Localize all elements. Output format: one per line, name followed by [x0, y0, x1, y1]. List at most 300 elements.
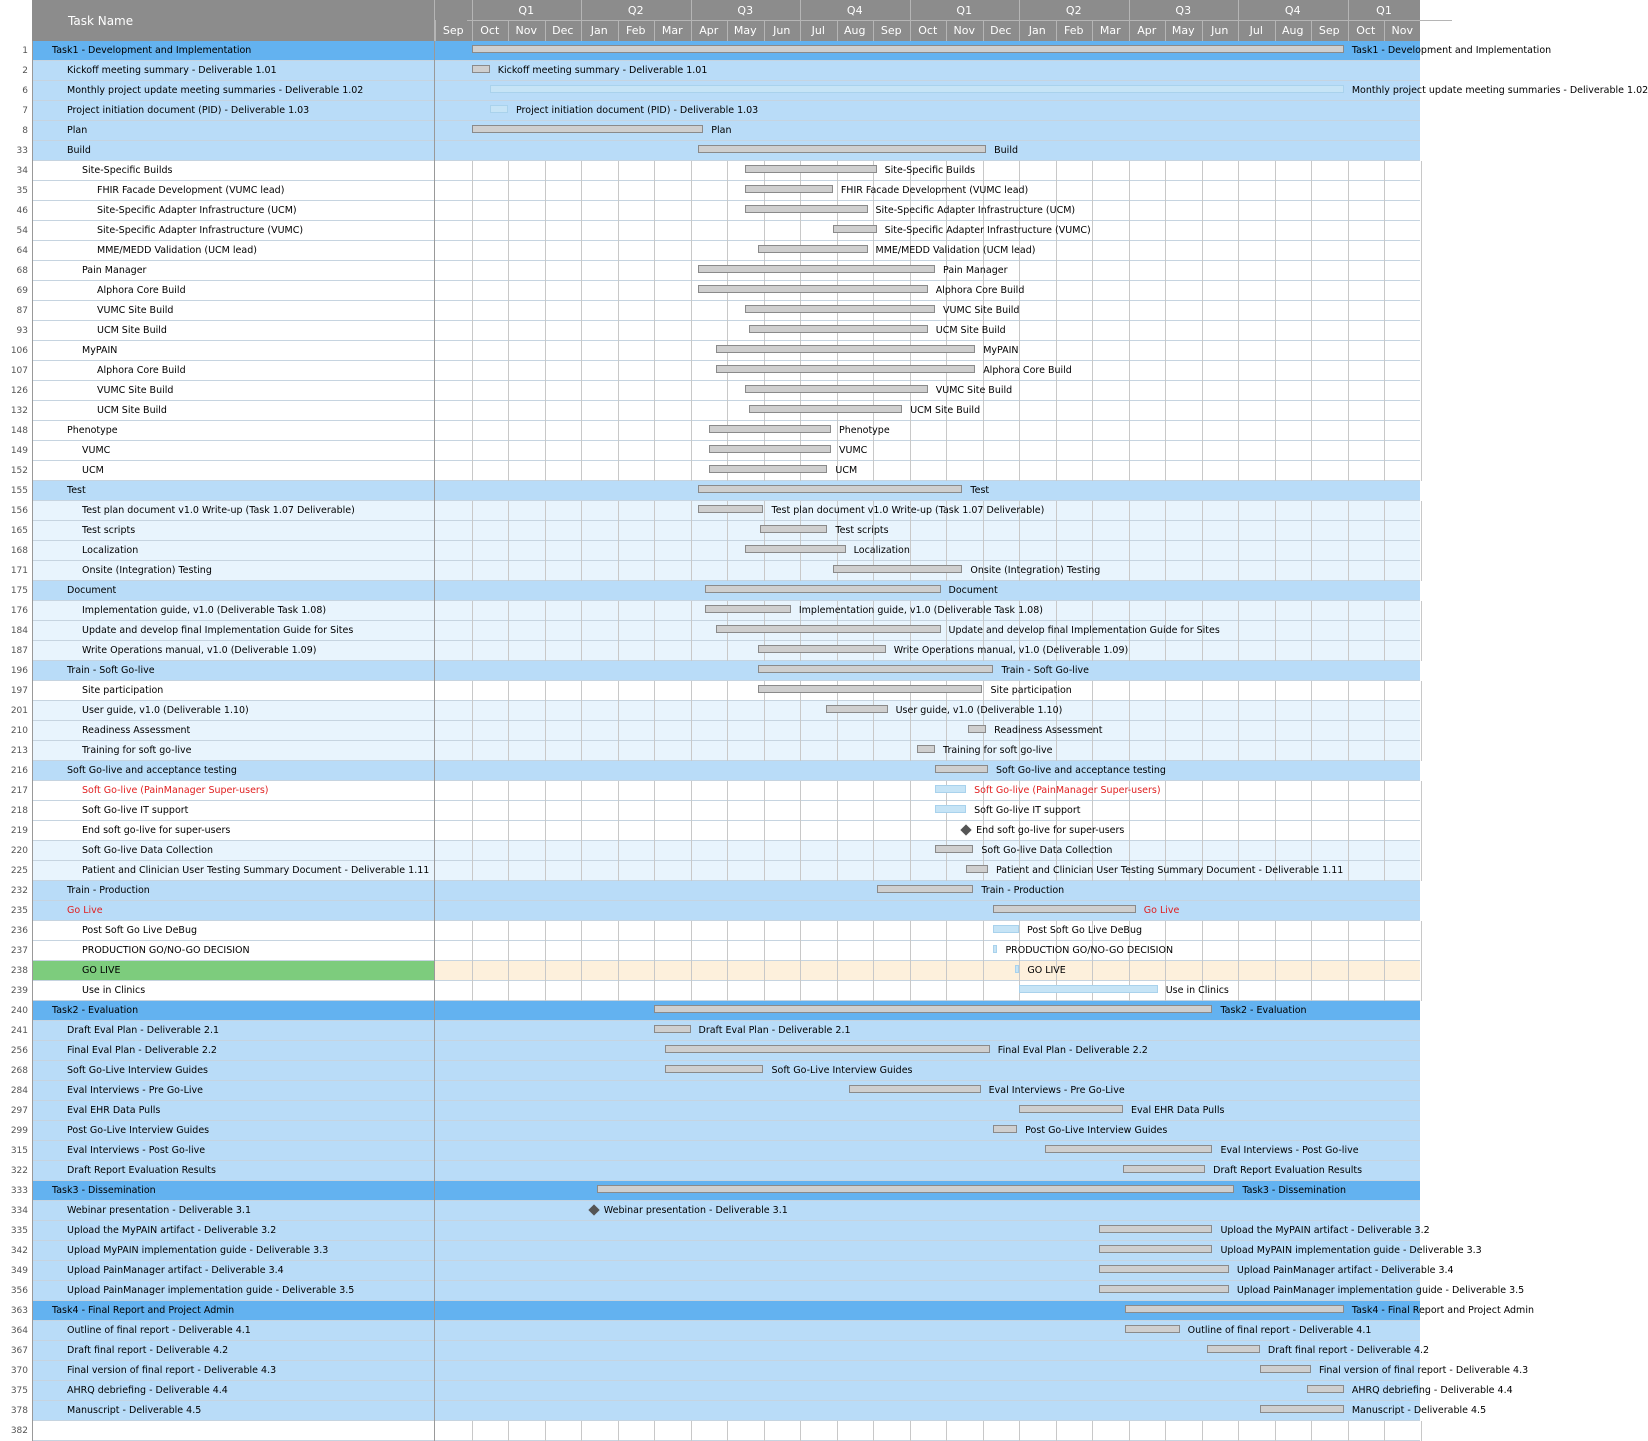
task-name-cell[interactable] [32, 961, 434, 981]
task-row[interactable] [0, 401, 1420, 421]
task-bar[interactable] [833, 225, 877, 233]
task-bar[interactable] [698, 145, 986, 153]
task-name[interactable]: Draft final report - Deliverable 4.2 [67, 1345, 229, 1356]
timeline-cell[interactable] [435, 1361, 1529, 1381]
task-name[interactable]: UCM [82, 465, 104, 476]
task-row[interactable] [0, 1101, 1420, 1121]
task-row[interactable] [0, 721, 1420, 741]
timeline-cell[interactable] [435, 761, 1420, 781]
task-bar[interactable] [935, 805, 966, 813]
task-bar[interactable] [1307, 1385, 1344, 1393]
task-row[interactable] [0, 161, 1420, 181]
task-row[interactable] [0, 1341, 1430, 1361]
task-row[interactable] [0, 261, 1420, 281]
task-bar[interactable] [654, 1005, 1212, 1013]
task-bar[interactable] [698, 265, 935, 273]
milestone-diamond-icon[interactable] [960, 824, 971, 835]
task-name[interactable]: Build [67, 145, 91, 156]
task-row[interactable] [0, 841, 1420, 861]
timeline-cell[interactable] [435, 201, 1420, 221]
task-name[interactable]: Upload the MyPAIN artifact - Deliverable 3.2 [67, 1225, 277, 1236]
task-bar[interactable] [709, 465, 828, 473]
task-row[interactable] [0, 241, 1420, 261]
task-row[interactable] [0, 101, 1420, 121]
task-name[interactable]: Go Live [67, 905, 103, 916]
task-row[interactable] [0, 761, 1420, 781]
task-name[interactable]: Site-Specific Builds [82, 165, 173, 176]
task-name[interactable]: VUMC Site Build [97, 305, 174, 316]
task-name-cell[interactable] [32, 821, 434, 841]
task-bar[interactable] [745, 545, 845, 553]
timeline-cell[interactable] [435, 941, 1420, 961]
task-bar[interactable] [758, 645, 886, 653]
timeline-cell[interactable] [435, 341, 1420, 361]
task-row[interactable] [0, 561, 1420, 581]
task-name-cell[interactable] [32, 381, 434, 401]
task-bar[interactable] [993, 1125, 1017, 1133]
task-name-cell[interactable] [32, 1341, 434, 1361]
timeline-cell[interactable] [435, 741, 1420, 761]
task-bar[interactable] [1125, 1325, 1180, 1333]
task-name[interactable]: Site participation [82, 685, 164, 696]
task-name-cell[interactable] [32, 541, 434, 561]
task-row[interactable] [0, 121, 1420, 141]
task-name-cell[interactable] [32, 1101, 434, 1121]
task-row[interactable] [0, 1261, 1454, 1281]
task-name-cell[interactable] [32, 761, 434, 781]
task-name-cell[interactable] [32, 1421, 434, 1441]
task-name[interactable]: Task3 - Dissemination [52, 1185, 156, 1196]
task-name-cell[interactable] [32, 1141, 434, 1161]
task-name-cell[interactable] [32, 1381, 434, 1401]
task-name[interactable]: VUMC Site Build [97, 385, 174, 396]
task-row[interactable] [0, 901, 1420, 921]
task-name-cell[interactable] [32, 901, 434, 921]
task-name-cell[interactable] [32, 861, 434, 881]
task-name-cell[interactable] [32, 1181, 434, 1201]
task-bar[interactable] [749, 325, 928, 333]
task-name-cell[interactable] [32, 81, 434, 101]
task-bar[interactable] [993, 945, 997, 953]
task-row[interactable] [0, 1021, 1420, 1041]
task-row[interactable] [0, 821, 1420, 841]
task-name[interactable]: Task2 - Evaluation [52, 1005, 139, 1016]
timeline-cell[interactable] [435, 1321, 1420, 1341]
task-name-cell[interactable] [32, 1301, 434, 1321]
task-name-cell[interactable] [32, 61, 434, 81]
timeline-cell[interactable] [435, 1421, 1420, 1441]
task-name[interactable]: Test [67, 485, 86, 496]
task-name[interactable]: Eval Interviews - Post Go-live [67, 1145, 206, 1156]
task-row[interactable] [0, 81, 1648, 101]
task-row[interactable] [0, 541, 1420, 561]
task-bar[interactable] [709, 425, 831, 433]
timeline-cell[interactable] [435, 521, 1420, 541]
task-name-cell[interactable] [32, 161, 434, 181]
timeline-cell[interactable] [435, 1101, 1420, 1121]
task-row[interactable] [0, 781, 1420, 801]
task-bar[interactable] [935, 845, 973, 853]
task-row[interactable] [0, 1421, 1420, 1441]
task-name[interactable]: Upload PainManager artifact - Deliverable 3.4 [67, 1265, 284, 1276]
timeline-cell[interactable] [435, 1401, 1487, 1421]
timeline-cell[interactable] [435, 1021, 1420, 1041]
task-row[interactable] [0, 1361, 1529, 1381]
task-bar[interactable] [665, 1065, 764, 1073]
task-name-cell[interactable] [32, 601, 434, 621]
timeline-cell[interactable] [435, 1001, 1420, 1021]
task-name-cell[interactable] [32, 841, 434, 861]
column-divider[interactable] [434, 41, 435, 1441]
timeline-cell[interactable] [435, 1301, 1534, 1321]
task-row[interactable] [0, 361, 1420, 381]
timeline-cell[interactable] [435, 461, 1420, 481]
task-row[interactable] [0, 601, 1420, 621]
timeline-cell[interactable] [435, 1081, 1420, 1101]
task-row[interactable] [0, 1141, 1420, 1161]
task-name-cell[interactable] [32, 401, 434, 421]
timeline-cell[interactable] [435, 901, 1420, 921]
task-name-cell[interactable] [32, 141, 434, 161]
task-row[interactable] [0, 881, 1420, 901]
task-row[interactable] [0, 1181, 1420, 1201]
task-name-cell[interactable] [32, 981, 434, 1001]
task-name[interactable]: Test scripts [82, 525, 136, 536]
task-name-cell[interactable] [32, 1281, 434, 1301]
timeline-cell[interactable] [435, 441, 1420, 461]
task-name-cell[interactable] [32, 441, 434, 461]
timeline-cell[interactable] [435, 1281, 1525, 1301]
timeline-cell[interactable] [435, 1181, 1420, 1201]
task-name-cell[interactable] [32, 41, 434, 61]
task-bar[interactable] [472, 125, 704, 133]
task-name[interactable]: Soft Go-Live Interview Guides [67, 1065, 209, 1076]
timeline-cell[interactable] [435, 301, 1420, 321]
task-name-cell[interactable] [32, 721, 434, 741]
task-name-cell[interactable] [32, 941, 434, 961]
task-name-cell[interactable] [32, 481, 434, 501]
task-name[interactable]: Implementation guide, v1.0 (Deliverable Task 1.08) [82, 605, 327, 616]
task-name[interactable]: Site-Specific Adapter Infrastructure (UCM) [97, 205, 297, 216]
timeline-cell[interactable] [435, 161, 1420, 181]
timeline-cell[interactable] [435, 1041, 1420, 1061]
task-name-cell[interactable] [32, 1121, 434, 1141]
task-name[interactable]: Test plan document v1.0 Write-up (Task 1.07 Deliverable) [82, 505, 355, 516]
task-name-cell[interactable] [32, 681, 434, 701]
timeline-cell[interactable] [435, 281, 1420, 301]
task-bar[interactable] [490, 85, 1344, 93]
task-name[interactable]: Onsite (Integration) Testing [82, 565, 212, 576]
timeline-cell[interactable] [435, 1121, 1420, 1141]
task-name[interactable]: Alphora Core Build [97, 365, 186, 376]
task-bar[interactable] [1099, 1265, 1229, 1273]
task-bar[interactable] [745, 385, 928, 393]
timeline-cell[interactable] [435, 121, 1420, 141]
task-name[interactable]: Phenotype [67, 425, 118, 436]
task-bar[interactable] [758, 685, 982, 693]
timeline-cell[interactable] [435, 621, 1420, 641]
task-name-cell[interactable] [32, 1001, 434, 1021]
timeline-cell[interactable] [435, 321, 1420, 341]
task-bar[interactable] [709, 445, 831, 453]
task-name-column-header[interactable]: Task Name [68, 14, 134, 28]
task-bar[interactable] [472, 45, 1344, 53]
timeline-cell[interactable] [435, 1221, 1430, 1241]
task-name[interactable]: Plan [67, 125, 88, 136]
task-row[interactable] [0, 521, 1420, 541]
task-row[interactable] [0, 381, 1420, 401]
timeline-cell[interactable] [435, 501, 1420, 521]
task-name[interactable]: Soft Go-live Data Collection [82, 845, 214, 856]
task-row[interactable] [0, 281, 1420, 301]
task-row[interactable] [0, 1221, 1430, 1241]
task-bar[interactable] [833, 565, 963, 573]
task-bar[interactable] [698, 485, 963, 493]
task-name[interactable]: AHRQ debriefing - Deliverable 4.4 [67, 1385, 228, 1396]
task-bar[interactable] [745, 305, 935, 313]
task-name[interactable]: Task4 - Final Report and Project Admin [52, 1305, 235, 1316]
task-name-cell[interactable] [32, 501, 434, 521]
task-bar[interactable] [935, 785, 966, 793]
timeline-cell[interactable] [435, 861, 1420, 881]
task-name[interactable]: Localization [82, 545, 139, 556]
task-name-cell[interactable] [32, 421, 434, 441]
task-name-cell[interactable] [32, 621, 434, 641]
task-bar[interactable] [1045, 1145, 1213, 1153]
task-name-cell[interactable] [32, 1061, 434, 1081]
task-row[interactable] [0, 201, 1420, 221]
task-name[interactable]: Monthly project update meeting summaries - Deliverable 1.02 [67, 85, 364, 96]
task-name[interactable]: Update and develop final Implementation Guide for Sites [82, 625, 354, 636]
task-name[interactable]: Project initiation document (PID) - Deliverable 1.03 [67, 105, 310, 116]
task-name-cell[interactable] [32, 1401, 434, 1421]
task-bar[interactable] [849, 1085, 980, 1093]
task-row[interactable] [0, 61, 1420, 81]
task-bar[interactable] [716, 365, 975, 373]
task-name[interactable]: Soft Go-live (PainManager Super-users) [82, 785, 269, 796]
timeline-cell[interactable] [435, 641, 1420, 661]
task-name[interactable]: Final version of final report - Deliverable 4.3 [67, 1365, 277, 1376]
task-row[interactable] [0, 681, 1420, 701]
task-name[interactable]: Site-Specific Adapter Infrastructure (VUMC) [97, 225, 304, 236]
task-bar[interactable] [968, 725, 986, 733]
task-name-cell[interactable] [32, 801, 434, 821]
task-row[interactable] [0, 1161, 1420, 1181]
task-bar[interactable] [966, 865, 988, 873]
task-row[interactable] [0, 921, 1420, 941]
task-bar[interactable] [472, 65, 490, 73]
task-row[interactable] [0, 341, 1420, 361]
task-row[interactable] [0, 1301, 1534, 1321]
task-bar[interactable] [1019, 985, 1158, 993]
task-name-cell[interactable] [32, 241, 434, 261]
timeline-cell[interactable] [435, 961, 1420, 981]
timeline-cell[interactable] [435, 241, 1420, 261]
task-row[interactable] [0, 41, 1552, 61]
task-name-cell[interactable] [32, 741, 434, 761]
timeline-cell[interactable] [435, 981, 1420, 1001]
task-name[interactable]: Draft Report Evaluation Results [67, 1165, 216, 1176]
timeline-cell[interactable] [435, 1241, 1482, 1261]
task-row[interactable] [0, 741, 1420, 761]
task-name[interactable]: Post Soft Go Live DeBug [82, 925, 198, 936]
timeline-cell[interactable] [435, 1341, 1430, 1361]
task-name-cell[interactable] [32, 1081, 434, 1101]
task-bar[interactable] [935, 765, 988, 773]
task-row[interactable] [0, 421, 1420, 441]
timeline-cell[interactable] [435, 721, 1420, 741]
timeline-cell[interactable] [435, 181, 1420, 201]
task-name-cell[interactable] [32, 1201, 434, 1221]
task-name[interactable]: Upload PainManager implementation guide - Deliverable 3.5 [67, 1285, 355, 1296]
task-row[interactable] [0, 661, 1420, 681]
task-name[interactable]: UCM Site Build [97, 405, 167, 416]
task-name[interactable]: Outline of final report - Deliverable 4.1 [67, 1325, 251, 1336]
timeline-cell[interactable] [435, 561, 1420, 581]
task-row[interactable] [0, 701, 1420, 721]
task-row[interactable] [0, 641, 1420, 661]
task-bar[interactable] [716, 345, 975, 353]
task-name[interactable]: FHIR Facade Development (VUMC lead) [97, 185, 285, 196]
task-name[interactable]: PRODUCTION GO/NO-GO DECISION [82, 945, 250, 956]
task-name-cell[interactable] [32, 641, 434, 661]
task-row[interactable] [0, 1321, 1420, 1341]
task-bar[interactable] [665, 1045, 990, 1053]
task-bar[interactable] [1260, 1365, 1311, 1373]
timeline-cell[interactable] [435, 661, 1420, 681]
task-row[interactable] [0, 861, 1420, 881]
timeline-cell[interactable] [435, 1381, 1513, 1401]
task-name[interactable]: Eval EHR Data Pulls [67, 1105, 161, 1116]
task-name-cell[interactable] [32, 701, 434, 721]
task-name[interactable]: Upload MyPAIN implementation guide - Deliverable 3.3 [67, 1245, 329, 1256]
task-name[interactable]: Eval Interviews - Pre Go-Live [67, 1085, 203, 1096]
timeline-cell[interactable] [435, 781, 1420, 801]
timeline-cell[interactable] [435, 1201, 1420, 1221]
task-bar[interactable] [758, 665, 993, 673]
timeline-cell[interactable] [435, 141, 1420, 161]
timeline-cell[interactable] [435, 481, 1420, 501]
task-bar[interactable] [1019, 1105, 1123, 1113]
task-bar[interactable] [1099, 1285, 1229, 1293]
task-name[interactable]: Post Go-Live Interview Guides [67, 1125, 210, 1136]
task-row[interactable] [0, 1041, 1420, 1061]
task-bar[interactable] [917, 745, 935, 753]
task-name-cell[interactable] [32, 1241, 434, 1261]
task-name-cell[interactable] [32, 1261, 434, 1281]
task-bar[interactable] [826, 705, 888, 713]
task-name-cell[interactable] [32, 921, 434, 941]
milestone-diamond-icon[interactable] [588, 1204, 599, 1215]
task-name[interactable]: VUMC [82, 445, 111, 456]
timeline-cell[interactable] [435, 1161, 1420, 1181]
task-row[interactable] [0, 1081, 1420, 1101]
task-name[interactable]: Task1 - Development and Implementation [52, 45, 252, 56]
task-name-cell[interactable] [32, 321, 434, 341]
task-bar[interactable] [1207, 1345, 1260, 1353]
task-row[interactable] [0, 1121, 1420, 1141]
task-row[interactable] [0, 1381, 1513, 1401]
task-row[interactable] [0, 961, 1420, 981]
task-name[interactable]: Draft Eval Plan - Deliverable 2.1 [67, 1025, 220, 1036]
timeline-cell[interactable] [435, 221, 1420, 241]
task-name[interactable]: Webinar presentation - Deliverable 3.1 [67, 1205, 251, 1216]
task-name[interactable]: Final Eval Plan - Deliverable 2.2 [67, 1045, 217, 1056]
timeline-cell[interactable] [435, 821, 1420, 841]
task-name-cell[interactable] [32, 661, 434, 681]
task-row[interactable] [0, 941, 1420, 961]
task-bar[interactable] [745, 205, 867, 213]
task-bar[interactable] [1099, 1245, 1212, 1253]
timeline-cell[interactable] [435, 801, 1420, 821]
task-name-cell[interactable] [32, 1161, 434, 1181]
task-row[interactable] [0, 1401, 1487, 1421]
task-row[interactable] [0, 501, 1420, 521]
task-name[interactable]: Document [67, 585, 117, 596]
task-name-cell[interactable] [32, 1321, 434, 1341]
task-bar[interactable] [993, 905, 1135, 913]
task-row[interactable] [0, 801, 1420, 821]
timeline-cell[interactable] [435, 681, 1420, 701]
task-row[interactable] [0, 1001, 1420, 1021]
task-name-cell[interactable] [32, 221, 434, 241]
timeline-cell[interactable] [435, 261, 1420, 281]
timeline-cell[interactable] [435, 361, 1420, 381]
task-row[interactable] [0, 321, 1420, 341]
task-row[interactable] [0, 461, 1420, 481]
timeline-cell[interactable] [435, 841, 1420, 861]
task-name[interactable]: MME/MEDD Validation (UCM lead) [97, 245, 257, 256]
timeline-cell[interactable] [435, 701, 1420, 721]
task-name-cell[interactable] [32, 261, 434, 281]
task-name-cell[interactable] [32, 461, 434, 481]
timeline-cell[interactable] [435, 401, 1420, 421]
timeline-cell[interactable] [435, 1261, 1454, 1281]
task-name-cell[interactable] [32, 581, 434, 601]
task-row[interactable] [0, 441, 1420, 461]
task-bar[interactable] [877, 885, 974, 893]
task-row[interactable] [0, 1241, 1482, 1261]
task-name[interactable]: Training for soft go-live [82, 745, 192, 756]
task-name-cell[interactable] [32, 1361, 434, 1381]
task-name-cell[interactable] [32, 881, 434, 901]
task-row[interactable] [0, 1061, 1420, 1081]
timeline-cell[interactable] [435, 601, 1420, 621]
task-row[interactable] [0, 581, 1420, 601]
task-bar[interactable] [597, 1185, 1234, 1193]
task-bar[interactable] [760, 525, 828, 533]
task-name-cell[interactable] [32, 101, 434, 121]
task-bar[interactable] [705, 605, 791, 613]
task-name[interactable]: Train - Production [67, 885, 150, 896]
task-name[interactable]: End soft go-live for super-users [82, 825, 231, 836]
timeline-cell[interactable] [435, 101, 1420, 121]
task-name-cell[interactable] [32, 1221, 434, 1241]
task-bar[interactable] [654, 1025, 691, 1033]
task-name[interactable]: Manuscript - Deliverable 4.5 [67, 1405, 202, 1416]
task-name[interactable]: MyPAIN [82, 345, 118, 356]
task-name-cell[interactable] [32, 281, 434, 301]
timeline-cell[interactable] [435, 381, 1420, 401]
task-name-cell[interactable] [32, 361, 434, 381]
task-bar[interactable] [758, 245, 868, 253]
task-name[interactable]: Pain Manager [82, 265, 147, 276]
timeline-cell[interactable] [435, 61, 1420, 81]
timeline-cell[interactable] [435, 541, 1420, 561]
task-name[interactable]: User guide, v1.0 (Deliverable 1.10) [82, 705, 249, 716]
task-name-cell[interactable] [32, 121, 434, 141]
task-bar[interactable] [490, 105, 508, 113]
